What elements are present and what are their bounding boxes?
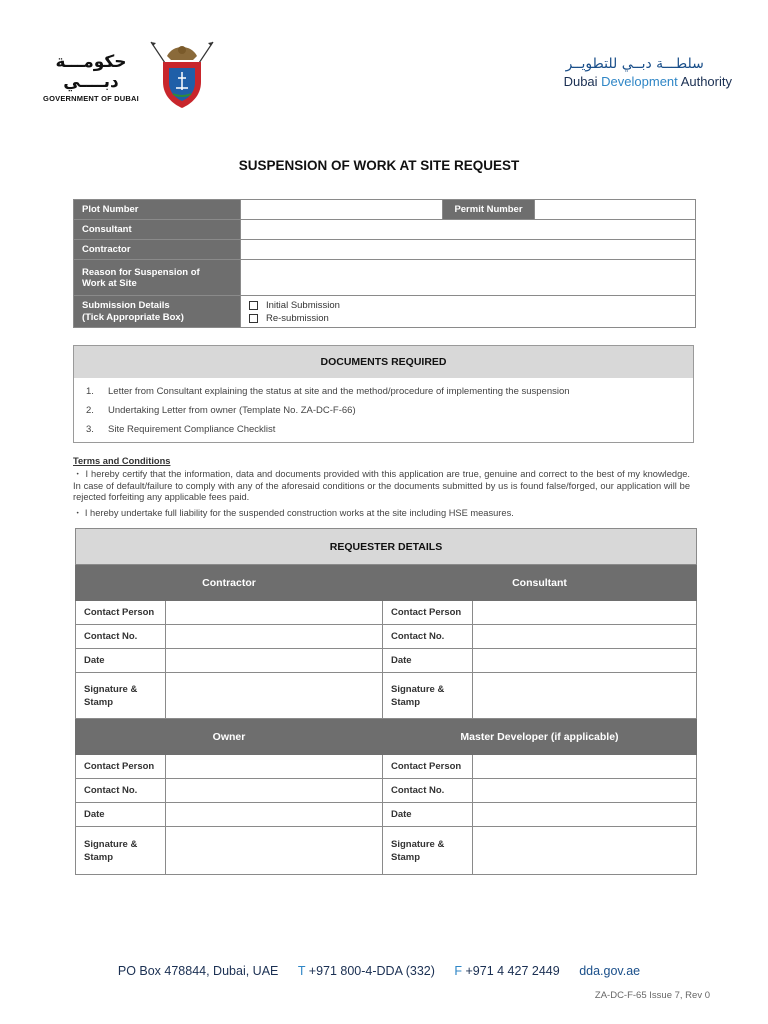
dda-word-dubai: Dubai [563, 74, 598, 89]
contractor-date-field[interactable] [166, 649, 383, 673]
master-developer-contact-no-field[interactable] [473, 779, 697, 803]
party-header-row [76, 719, 697, 755]
document-title: SUSPENSION OF WORK AT SITE REQUEST [238, 158, 520, 173]
owner-signature-field[interactable] [166, 827, 383, 875]
signature-label-line-2: Stamp [84, 851, 114, 863]
permit-number-label: Permit Number [443, 200, 535, 220]
dda-logo [564, 56, 732, 89]
terms-title: Terms and Conditions [73, 456, 171, 466]
documents-list [74, 378, 693, 439]
footer-contact [0, 964, 758, 978]
contractor-signature-label [76, 673, 166, 719]
signature-row [76, 827, 697, 875]
initial-submission-option[interactable] [249, 299, 687, 312]
signature-label-line-2: Stamp [391, 696, 421, 708]
consultant-signature-field[interactable] [473, 673, 697, 719]
party-header-row [76, 565, 697, 601]
footer-website-link[interactable]: dda.gov.ae [579, 964, 641, 978]
date-row [76, 803, 697, 827]
reason-row [74, 260, 696, 296]
consultant-label: Consultant [74, 220, 241, 240]
submission-options [241, 296, 696, 328]
dda-word-development: Development [601, 74, 678, 89]
consultant-contact-person-field[interactable] [473, 601, 697, 625]
consultant-date-label: Date [383, 649, 473, 673]
master-developer-date-field[interactable] [473, 803, 697, 827]
document-item-text: Letter from Consultant explaining the status at site and the method/procedure of implementing the suspension [108, 386, 570, 397]
requester-heading-row [76, 529, 697, 565]
contractor-contact-person-field[interactable] [166, 601, 383, 625]
terms-item-liability: ・ I hereby undertake full liability for the suspended construction works at the site including HSE measures. [73, 508, 514, 519]
contact-no-row [76, 779, 697, 803]
owner-contact-no-field[interactable] [166, 779, 383, 803]
document-item [74, 420, 693, 439]
signature-label-line-2: Stamp [84, 696, 114, 708]
consultant-row [74, 220, 696, 240]
document-item [74, 382, 693, 401]
dubai-emblem-icon [145, 38, 219, 112]
consultant-signature-label [383, 673, 473, 719]
reason-label-line-1: Reason for Suspension of [82, 266, 200, 278]
resubmission-checkbox[interactable] [249, 314, 258, 323]
terms-and-conditions [73, 456, 690, 520]
owner-date-field[interactable] [166, 803, 383, 827]
owner-contact-no-label: Contact No. [76, 779, 166, 803]
permit-number-field[interactable] [535, 200, 696, 220]
contractor-contact-no-label: Contact No. [76, 625, 166, 649]
document-item-number: 3. [86, 424, 94, 435]
master-developer-signature-field[interactable] [473, 827, 697, 875]
requester-details-heading: REQUESTER DETAILS [76, 529, 697, 565]
reason-label-line-2: Work at Site [82, 277, 137, 289]
plot-number-field[interactable] [241, 200, 443, 220]
contractor-date-label: Date [76, 649, 166, 673]
submission-row [74, 296, 696, 328]
signature-label-line-1: Signature & [391, 838, 445, 850]
requester-details-table [75, 528, 697, 875]
consultant-contact-no-label: Contact No. [383, 625, 473, 649]
master-developer-date-label: Date [383, 803, 473, 827]
document-item-number: 2. [86, 405, 94, 416]
gov-english-wordmark: GOVERNMENT OF DUBAI [43, 94, 139, 103]
contractor-contact-no-field[interactable] [166, 625, 383, 649]
submission-label [74, 296, 241, 328]
initial-submission-label: Initial Submission [266, 299, 340, 311]
dda-arabic-wordmark: سلطـــة دبــي للتطويــر [565, 56, 704, 72]
footer-address: PO Box 478844, Dubai, UAE [117, 964, 279, 978]
date-row [76, 649, 697, 673]
document-item-number: 1. [86, 386, 94, 397]
owner-header: Owner [76, 719, 383, 755]
contractor-field[interactable] [241, 240, 696, 260]
signature-label-line-1: Signature & [84, 683, 138, 695]
consultant-header: Consultant [383, 565, 697, 601]
consultant-date-field[interactable] [473, 649, 697, 673]
signature-row [76, 673, 697, 719]
government-of-dubai-logo [36, 52, 146, 103]
owner-contact-person-label: Contact Person [76, 755, 166, 779]
document-reference: ZA-DC-F-65 Issue 7, Rev 0 [594, 990, 710, 1001]
contractor-contact-person-label: Contact Person [76, 601, 166, 625]
plot-number-label: Plot Number [74, 200, 241, 220]
plot-number-row [74, 200, 696, 220]
contact-person-row [76, 755, 697, 779]
contact-person-row [76, 601, 697, 625]
terms-item-certification: ・ I hereby certify that the information, data and documents provided with this application are true, genuine and correct to the best of my knowledge. In case of default/failure to comply with any of the aforesaid conditions or the documents submitted by us is found false/forged, our application will be rejected forfeiting any applicable fees paid. [73, 468, 690, 503]
resubmission-label: Re-submission [266, 312, 329, 324]
owner-contact-person-field[interactable] [166, 755, 383, 779]
signature-label-line-1: Signature & [391, 683, 445, 695]
documents-required-box [73, 345, 694, 443]
master-developer-contact-no-label: Contact No. [383, 779, 473, 803]
consultant-field[interactable] [241, 220, 696, 240]
footer-fax: +971 4 427 2449 [465, 964, 560, 978]
contact-no-row [76, 625, 697, 649]
contractor-header: Contractor [76, 565, 383, 601]
dda-english-wordmark [564, 74, 732, 89]
contractor-signature-field[interactable] [166, 673, 383, 719]
resubmission-option[interactable] [249, 312, 687, 325]
owner-date-label: Date [76, 803, 166, 827]
gov-arabic-wordmark: حكومـــة دبــــي [55, 52, 127, 92]
footer-fax-key: F [454, 964, 463, 978]
contractor-row [74, 240, 696, 260]
submission-label-line-2: (Tick Appropriate Box) [82, 311, 184, 323]
request-form-table [73, 199, 696, 328]
footer-telephone-key: T [297, 964, 306, 978]
consultant-contact-person-label: Contact Person [383, 601, 473, 625]
dda-word-authority: Authority [680, 74, 732, 89]
master-developer-header: Master Developer (if applicable) [383, 719, 697, 755]
document-item [74, 401, 693, 420]
footer-telephone: +971 800-4-DDA (332) [308, 964, 435, 978]
contractor-label: Contractor [74, 240, 241, 260]
documents-required-heading: DOCUMENTS REQUIRED [74, 346, 693, 378]
signature-label-line-1: Signature & [84, 838, 138, 850]
master-developer-signature-label [383, 827, 473, 875]
document-item-text: Site Requirement Compliance Checklist [108, 424, 276, 435]
consultant-contact-no-field[interactable] [473, 625, 697, 649]
initial-submission-checkbox[interactable] [249, 301, 258, 310]
document-item-text: Undertaking Letter from owner (Template No. ZA-DC-F-66) [108, 405, 356, 416]
submission-label-line-1: Submission Details [82, 299, 170, 311]
owner-signature-label [76, 827, 166, 875]
reason-field[interactable] [241, 260, 696, 296]
signature-label-line-2: Stamp [391, 851, 421, 863]
reason-label [74, 260, 241, 296]
master-developer-contact-person-label: Contact Person [383, 755, 473, 779]
master-developer-contact-person-field[interactable] [473, 755, 697, 779]
